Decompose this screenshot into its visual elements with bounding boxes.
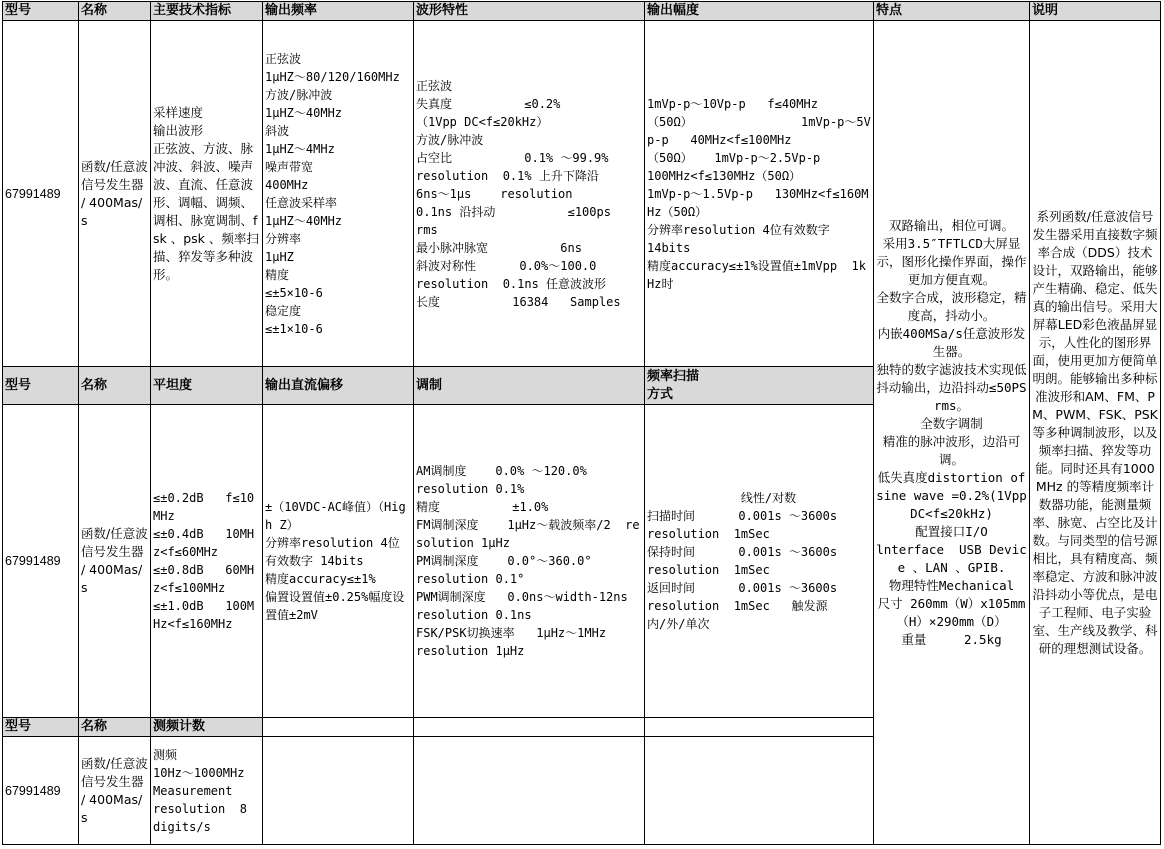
- row2-flatness: ≤±0.2dB f≤10MHz ≤±0.4dB 10MHz<f≤60MHz ≤±0.8dB 60MHz<f≤100MHz ≤±1.0dB 100MHz<f≤160MHz: [151, 405, 263, 718]
- row3-model: 67991489: [3, 737, 79, 845]
- features-cell: 双路输出，相位可调。 采用3.5″TFTLCD大屏显示，图形化操作界面，操作更加方便直观。 全数字合成，波形稳定，精度高，抖动小。 内嵌400MSa/s任意波形发生器。 独特的数字滤波技术实现低抖动输出，边沿抖动≤50PSrms。 全数字调制 精准的脉冲波形，边沿可调。 低失真度distortion of sine wave =0.2%(1Vpp DC<f≤20kHz) 配置接口I/O lnterface USB Device 、LAN 、GPIB. 物理特性Mechanical 尺寸 260mm（W）x105mm（H）×290mm（D） 重量 2.5kg: [874, 21, 1030, 845]
- header3-empty-1: [263, 718, 414, 737]
- row2-model: 67991489: [3, 405, 79, 718]
- header3-empty-2: [414, 718, 645, 737]
- row1-main-spec: 采样速度 输出波形 正弦波、方波、脉冲波、斜波、噪声波、直流、任意波形、调幅、调频、调相、脉宽调制、fsk 、psk 、频率扫描、猝发等多种波形。: [151, 21, 263, 367]
- header3-empty-3: [645, 718, 874, 737]
- header-main-spec: 主要技术指标: [151, 2, 263, 21]
- row3-empty-1: [263, 737, 414, 845]
- header3-name: 名称: [79, 718, 151, 737]
- row2-dc-offset: ±（10VDC-AC峰值）（High Z） 分辨率resolution 4位有效数字 14bits 精度accuracy≤±1% 偏置设置值±0.25%幅度设置值±2mV: [263, 405, 414, 718]
- header3-counter: 测频计数: [151, 718, 263, 737]
- row1-waveform: 正弦波 失真度 ≤0.2% （1Vpp DC<f≤20kHz） 方波/脉冲波 占空比 0.1% ～99.9% resolution 0.1% 上升下降沿 6ns～1μs resolution 0.1ns 沿抖动 ≤100ps rms 最小脉冲脉宽 6ns 斜波对称性 0.0%～100.0 resolution 0.1ns 任意波波形 长度 16384 Samples: [414, 21, 645, 367]
- header-output-frequency: 输出频率: [263, 2, 414, 21]
- row3-counter: 测频 10Hz～1000MHz Measurement resolution 8 digits/s: [151, 737, 263, 845]
- row1-name: 函数/任意波信号发生器 / 400Mas/s: [79, 21, 151, 367]
- row2-modulation: AM调制度 0.0% ～120.0% resolution 0.1% 精度 ±1.0% FM调制深度 1μHz～载波频率/2 resolution 1μHz PM调制深度 0.0°～360.0° resolution 0.1° PWM调制深度 0.0ns～width-12ns resolution 0.1ns FSK/PSK切换速率 1μHz～1MHz resolution 1μHz: [414, 405, 645, 718]
- header-amplitude: 输出幅度: [645, 2, 874, 21]
- row1-amplitude: 1mVp-p～10Vp-p f≤40MHz （50Ω） 1mVp-p～5Vp-p 40MHz<f≤100MHz （50Ω） 1mVp-p～2.5Vp-p 100MHz<f≤130MHz（50Ω） 1mVp-p～1.5Vp-p 130MHz<f≤160MHz（50Ω） 分辨率resolution 4位有效数字 14bits 精度accuracy≤±1%设置值±1mVpp 1kHz时: [645, 21, 874, 367]
- row3-empty-2: [414, 737, 645, 845]
- header2-dc-offset: 输出直流偏移: [263, 367, 414, 405]
- description-cell: 系列函数/任意波信号发生器采用直接数字频率合成（DDS）技术设计，双路输出，能够产生精确、稳定、低失真的输出信号。采用大屏幕LED彩色液晶屏显示，人性化的图形界面，使用更加方便简单明朗。能够输出多种标准波形和AM、FM、PM、PWM、FSK、PSK等多种调制波形，以及频率扫描、猝发等功能。同时还具有1000MHz 的等精度频率计数器功能，能测量频率、脉宽、占空比及计数。与同类型的信号源相比，具有精度高、频率稳定、方波和脉冲波沿抖动小等优点，是电子工程师、电子实验室、生产线及教学、科研的理想测试设备。: [1030, 21, 1161, 845]
- row3-empty-3: [645, 737, 874, 845]
- data-row-1: [3, 21, 1161, 367]
- spec-table: [2, 1, 1161, 845]
- row1-model: 67991489: [3, 21, 79, 367]
- header2-name: 名称: [79, 367, 151, 405]
- row2-sweep: 线性/对数 扫描时间 0.001s ～3600s resolution 1mSec 保持时间 0.001s ～3600s resolution 1mSec 返回时间 0.001s ～3600s resolution 1mSec 触发源 内/外/单次: [645, 405, 874, 718]
- header-description: 说明: [1030, 2, 1161, 21]
- row3-name: 函数/任意波信号发生器 / 400Mas/s: [79, 737, 151, 845]
- row1-output-frequency: 正弦波 1μHZ～80/120/160MHz 方波/脉冲波 1μHZ～40MHz 斜波 1μHZ～4MHz 噪声带宽 400MHz 任意波采样率 1μHZ～40MHz 分辨率 1μHZ 精度 ≤±5×10-6 稳定度 ≤±1×10-6: [263, 21, 414, 367]
- header2-flatness: 平坦度: [151, 367, 263, 405]
- row2-name: 函数/任意波信号发生器 / 400Mas/s: [79, 405, 151, 718]
- header2-model: 型号: [3, 367, 79, 405]
- header-features: 特点: [874, 2, 1030, 21]
- header2-modulation: 调制: [414, 367, 645, 405]
- header-name: 名称: [79, 2, 151, 21]
- header-waveform: 波形特性: [414, 2, 645, 21]
- header-model: 型号: [3, 2, 79, 21]
- header2-sweep: 频率扫描 方式: [645, 367, 874, 405]
- header-row-1: [3, 2, 1161, 21]
- header3-model: 型号: [3, 718, 79, 737]
